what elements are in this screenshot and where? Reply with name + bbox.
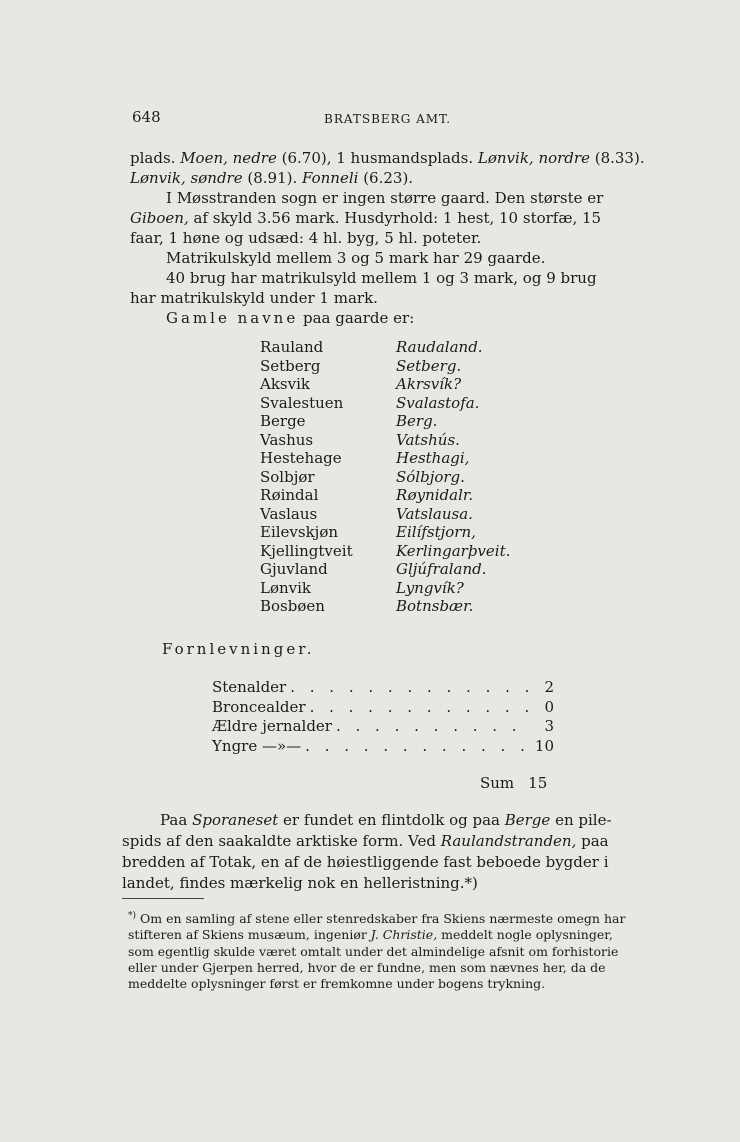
- find-label: Stenalder: [212, 678, 287, 696]
- name-row: [260, 412, 510, 431]
- text-line: faar, 1 høne og udsæd: 4 hl. byg, 5 hl. poteter.: [130, 229, 482, 247]
- name-row: [260, 523, 510, 542]
- name-row: [260, 338, 510, 357]
- modern-name: Svalestuen: [260, 393, 344, 412]
- modern-name: Solbjør: [260, 467, 315, 486]
- sum-label: Sum: [480, 774, 515, 792]
- find-label: Yngre —»—: [212, 736, 302, 755]
- old-norse-name: Vatshús.: [396, 430, 460, 449]
- text-line: har matrikulskyld under 1 mark.: [130, 289, 378, 307]
- find-count: 2: [544, 678, 554, 696]
- old-norse-name: Lyngvík?: [396, 578, 464, 597]
- name-row: [260, 505, 510, 524]
- modern-name: Berge: [260, 412, 306, 430]
- modern-name: Kjellingtveit: [260, 541, 353, 560]
- old-norse-name: Eilífstjorn,: [396, 523, 476, 541]
- text-line: Giboen, af skyld 3.56 mark. Husdyrhold: 1 hest, 10 storfæ, 15: [130, 209, 602, 227]
- modern-name: Vashus: [260, 430, 314, 449]
- find-row: [212, 678, 554, 698]
- finds-table: [212, 678, 554, 756]
- old-norse-name: Akrsvík?: [396, 375, 462, 393]
- running-head: BRATSBERG AMT.: [324, 112, 452, 126]
- footnote-divider: [122, 898, 204, 899]
- modern-name: Vaslaus: [260, 504, 318, 523]
- old-norse-name: Botnsbær.: [396, 597, 474, 615]
- old-norse-name: Setberg.: [396, 356, 462, 375]
- text-line: Matrikulskyld mellem 3 og 5 mark har 29 gaarde.: [166, 249, 546, 267]
- footnote: *) Om en samling af stene eller stenredskaber fra Skiens nærmeste omegn har stifteren af Skiens musæum, ingeniør J. Christie, meddelt nogle oplysninger, som egentlig skulde været omtalt under det almindelige afsnit om forhistorie eller under Gjerpen herred, hvor de er fundne, men som nævnes her, da de meddelte oplysninger først er fremkomne under bogens trykning.: [128, 911, 626, 991]
- find-row: [212, 717, 554, 737]
- finds-sum: [480, 774, 547, 792]
- name-row: [260, 394, 510, 413]
- name-row: [260, 375, 510, 394]
- find-count: 10: [534, 736, 554, 755]
- old-norse-name: Kerlingarþveit.: [396, 541, 511, 560]
- sum-value: 15: [528, 774, 548, 792]
- name-row: [260, 579, 510, 598]
- old-norse-name: Gljúfraland.: [396, 560, 487, 578]
- find-label: Ældre jernalder: [212, 717, 332, 735]
- fornlevninger-heading: Fornlevninger.: [162, 640, 315, 658]
- finds-paragraph: Paa Sporaneset er fundet en flintdolk og paa Berge en pile-spids af den saakaldte arktiske form. Ved Raulandstranden, paa bredden af Totak, en af de høiestliggende fast beboede bygder i landet, findes mærkelig nok en helleristning.*): [122, 811, 612, 892]
- find-count: 0: [544, 697, 554, 716]
- find-label: Broncealder: [212, 697, 306, 716]
- old-norse-name: Berg.: [396, 412, 438, 430]
- old-norse-name: Svalastofa.: [396, 393, 480, 412]
- modern-name: Bosbøen: [260, 597, 325, 615]
- find-row: [212, 698, 554, 718]
- name-row: [260, 449, 510, 468]
- old-names-list: [260, 338, 510, 616]
- page-number: 648: [132, 108, 161, 126]
- old-norse-name: Hesthagi,: [396, 449, 470, 467]
- old-norse-name: Vatslausa.: [396, 504, 473, 523]
- name-row: [260, 431, 510, 450]
- modern-name: Lønvik: [260, 578, 312, 597]
- modern-name: Aksvik: [260, 375, 310, 393]
- text-line: 40 brug har matrikulsyld mellem 1 og 3 mark, og 9 brug: [166, 269, 597, 287]
- old-norse-name: Røynidalr.: [396, 486, 474, 504]
- find-row: [212, 737, 554, 757]
- text-line: Lønvik, søndre (8.91). Fonneli (6.23).: [130, 169, 414, 187]
- page-header: [128, 108, 648, 132]
- modern-name: Hestehage: [260, 449, 342, 467]
- modern-name: Setberg: [260, 356, 321, 375]
- text-line: I Møsstranden sogn er ingen større gaard. Den største er: [166, 189, 604, 207]
- name-row: [260, 468, 510, 487]
- name-row: [260, 486, 510, 505]
- modern-name: Røindal: [260, 486, 319, 504]
- text-line: plads. Moen, nedre (6.70), 1 husmandsplads. Lønvik, nordre (8.33).: [130, 149, 645, 167]
- intro-text: [130, 148, 650, 328]
- text-line: Gamle navne paa gaarde er:: [166, 309, 415, 327]
- name-row: [260, 597, 510, 616]
- old-norse-name: Sólbjorg.: [396, 467, 465, 486]
- name-row: [260, 357, 510, 376]
- modern-name: Gjuvland: [260, 560, 328, 578]
- leader-dots: [286, 678, 530, 698]
- modern-name: Eilevskjøn: [260, 523, 339, 541]
- name-row: [260, 560, 510, 579]
- leader-dots: [306, 698, 530, 718]
- leader-dots: [301, 737, 530, 757]
- name-row: [260, 542, 510, 561]
- modern-name: Rauland: [260, 338, 324, 356]
- old-norse-name: Raudaland.: [396, 338, 483, 356]
- find-count: 3: [544, 717, 554, 735]
- leader-dots: [332, 717, 530, 737]
